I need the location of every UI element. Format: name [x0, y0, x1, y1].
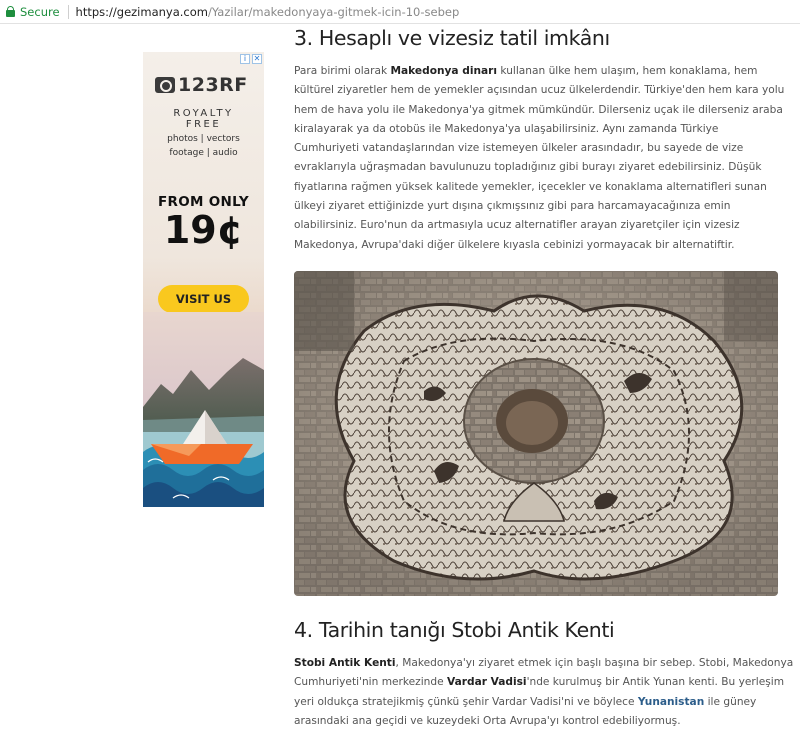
- ad-choices[interactable]: [240, 54, 262, 64]
- ad-logo: [155, 74, 255, 96]
- vardar-vadisi-link[interactable]: Vardar Vadisi: [447, 676, 527, 689]
- ad-royalty-text: ROYALTY FREE: [173, 108, 234, 130]
- secure-label: Secure: [20, 4, 60, 19]
- ad-scene-illustration: [143, 312, 264, 507]
- stobi-link[interactable]: Stobi Antik Kenti: [294, 657, 396, 669]
- ad-brand: 123RF: [178, 74, 248, 96]
- ad-close-icon[interactable]: ✕: [253, 54, 261, 63]
- yunanistan-link[interactable]: Yunanistan: [637, 695, 705, 708]
- ad-media-types-2: footage | audio: [169, 148, 238, 158]
- lock-icon: [6, 6, 15, 17]
- ad-visit-button[interactable]: VISIT US: [158, 285, 249, 313]
- stobi-mosaic-photo: [294, 271, 778, 596]
- section-3-title: 3. Hesaplı ve vizesiz tatil imkânı: [294, 26, 610, 50]
- address-divider: [68, 5, 69, 19]
- section-3-paragraph: Para birimi olarak Makedonya dinarı kullanan ülke hem ulaşım, hem konaklama, hem kültürel ziyaretler hem de yemekler açısından ucuz ülkelerdendir. Türkiye'den hem kara yolu hem de hava yolu ile Makedonya'ya gitmek mümkündür. Dilerseniz uçak ile dilerseniz araba kiralayarak ya da otobüs ile Makedonya'ya ulaşabilirsiniz. Aynı zamanda Türkiye Cumhuriyeti vatandaşlarından vize istemeyen ülkeler arasındadır, bu sayede de vize evraklarıyla uğraşmadan bavulunuzu topladığınız gibi burayı ziyaret edebilirsiniz. Düşük fiyatlarına rağmen yüksek kalitede yemekler, içecekler ve konaklama alternatifleri sunan ülkeyi ziyaret ettiğinizde yurt dışına çıkmışsınız gibi para harcamayacağınıza emin olabilirsiniz. Euro'nun da artmasıyla ucuz alternatifler arayan ziyaretçiler için vizesiz Makedonya, Avrupa'daki diğer ülkelere kıyasla cebinizi yormayacak bir alternatiftir.: [294, 65, 785, 251]
- section-4-paragraph: Stobi Antik Kenti, Makedonya'yı ziyaret etmek için başlı başına bir sebep. Stobi, Makedonya Cumhuriyeti'nin merkezinde Vardar Vadisi'nde kurulmuş bir Antik Yunan kenti. Bu yerleşim yeri oldukça stratejikmiş çünkü şehir Vardar Vadisi'ni ve böylece Yunanistan ile güney arasındaki ana geçidi ve kuzeydeki Orta Avrupa'yı kontrol edebiliyormuş.: [294, 657, 794, 727]
- makedonya-dinari-link[interactable]: Makedonya dinarı: [390, 65, 498, 77]
- url-host[interactable]: https://gezimanya.com: [75, 4, 208, 19]
- mosaic-illustration: [294, 271, 778, 596]
- section-4-title: 4. Tarihin tanığı Stobi Antik Kenti: [294, 618, 615, 642]
- ad-media-types: photos | vectors: [167, 134, 240, 144]
- ad-price: 19¢: [163, 208, 244, 252]
- address-bar[interactable]: [0, 0, 800, 24]
- ad-info-icon[interactable]: i: [240, 54, 250, 64]
- camera-icon: [155, 77, 175, 93]
- advertisement-banner[interactable]: [143, 52, 264, 507]
- ad-from-text: FROM ONLY: [158, 194, 249, 210]
- url-path[interactable]: /Yazilar/makedonyaya-gitmek-icin-10-sebep: [207, 4, 460, 19]
